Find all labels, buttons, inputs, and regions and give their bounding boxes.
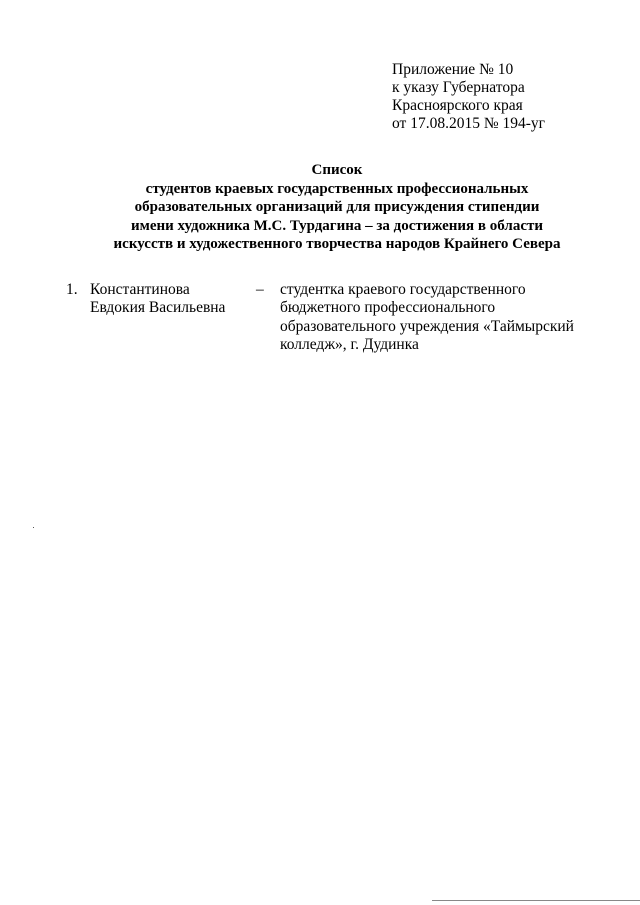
- appendix-line: Приложение № 10: [392, 61, 514, 78]
- description-line: бюджетного профессионального: [280, 299, 496, 317]
- title-line: искусств и художественного творчества народов Крайнего Севера: [113, 236, 561, 252]
- student-name: [90, 281, 260, 318]
- student-name-line: Константинова: [90, 281, 190, 298]
- item-number: 1.: [66, 281, 78, 298]
- description-line: студентка краевого государственного: [280, 281, 526, 298]
- title-line: имени художника М.С. Турдагина – за достижения в области: [131, 217, 543, 234]
- student-name-line: Евдокия Васильевна: [90, 299, 226, 317]
- appendix-line: к указу Губернатора: [392, 79, 525, 96]
- appendix-line: Красноярского края: [392, 97, 523, 114]
- scan-artifact-dot: [33, 527, 34, 528]
- title-line: студентов краевых государственных профессиональных: [145, 180, 529, 197]
- appendix-line: от 17.08.2015 № 194-уг: [392, 115, 546, 132]
- item-dash: –: [256, 281, 264, 298]
- title-heading: Список: [311, 162, 363, 178]
- title-line: образовательных организаций для присуждения стипендии: [134, 199, 540, 215]
- description-line: образовательного учреждения «Таймырский: [280, 317, 574, 335]
- scan-artifact-line: [432, 900, 640, 901]
- appendix-reference: [392, 61, 545, 133]
- student-description: [280, 281, 580, 355]
- document-title: [60, 161, 614, 254]
- description-line: колледж», г. Дудинка: [280, 336, 419, 354]
